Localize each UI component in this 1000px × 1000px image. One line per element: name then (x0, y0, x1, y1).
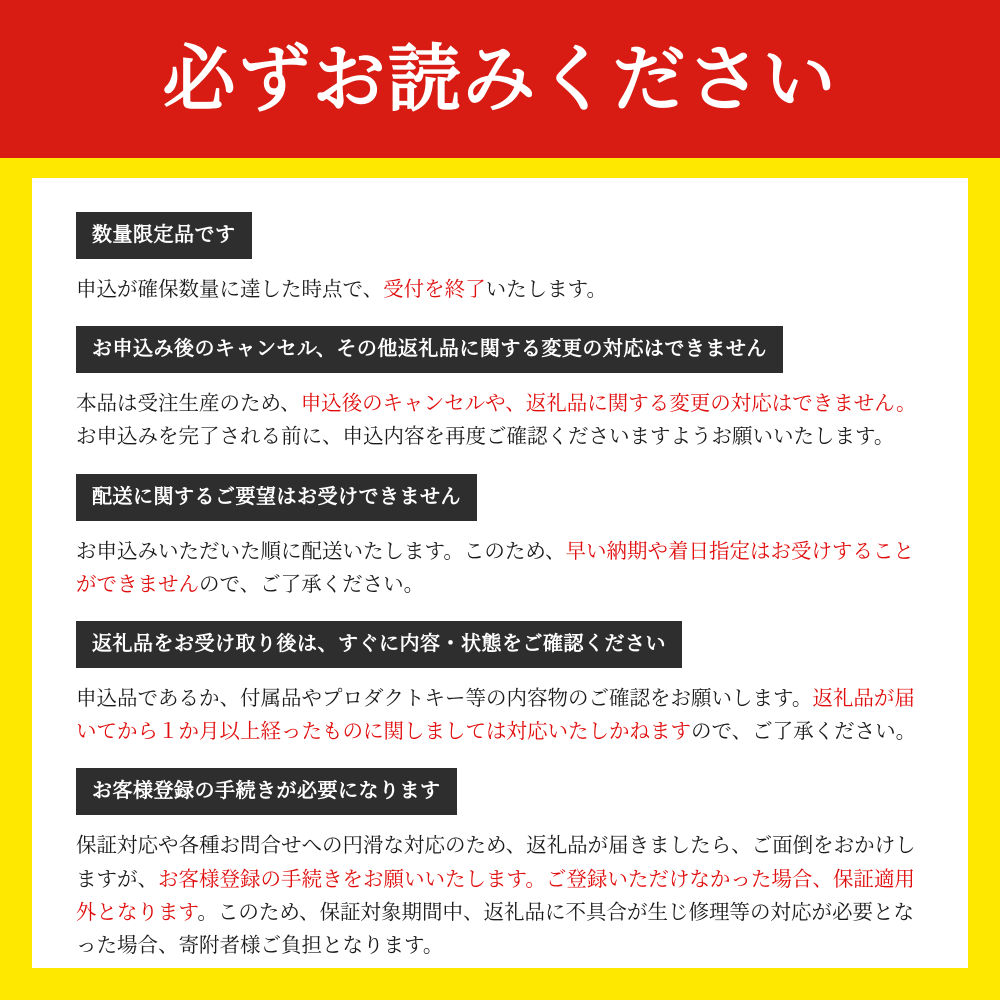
text-run: 。このため、保証対象期間中、返礼品に不具合が生じ修理等の対応が必要となった場合、寄附者様ご負担となります。 (76, 900, 915, 958)
text-run: ので、ご了承ください。 (199, 572, 425, 596)
section-heading-3: 配送に関するご要望はお受けできません (76, 474, 477, 521)
section-heading-4: 返礼品をお受け取り後は、すぐに内容・状態をご確認ください (76, 621, 682, 668)
section-body-4 (76, 682, 924, 748)
notice-section-5 (76, 768, 924, 962)
highlight-run: お客様登録の手続きをお願いいたします。ご登録いただけなかった場合、保証適用外となります (76, 867, 915, 924)
section-heading-2: お申込み後のキャンセル、その他返礼品に関する変更の対応はできません (76, 326, 783, 373)
notice-section-3 (76, 474, 924, 601)
highlight-run: 返礼品が届いてから１か月以上経ったものに関しましては対応いたしかねます (76, 687, 915, 744)
section-body-1 (76, 273, 924, 306)
text-run: 申込が確保数量に達した時点で、 (76, 278, 384, 301)
notice-section-1 (76, 212, 924, 306)
section-body-3 (76, 535, 924, 601)
highlight-run: 受付を終了 (383, 278, 486, 301)
text-run: お申込みいただいた順に配送いたします。このため、 (76, 539, 566, 563)
section-body-2 (76, 387, 924, 453)
text-run: ので、ご了承ください。 (691, 720, 917, 744)
text-run: いたします。 (485, 278, 607, 301)
text-run: 本品は受注生産のため、 (76, 392, 301, 416)
section-heading-1: 数量限定品です (76, 212, 252, 259)
highlight-run: 申込後のキャンセルや、返礼品に関する変更の対応はできません。 (300, 392, 917, 416)
text-run: 申込品であるか、付属品やプロダクトキー等の内容物のご確認をお願いします。 (76, 687, 813, 711)
header-banner (0, 0, 1000, 158)
section-body-5 (76, 829, 924, 962)
notice-section-2 (76, 326, 924, 453)
page-title: 必ずお読みください (162, 38, 838, 120)
text-run: 保証対応や各種お問合せへの円滑な対応のため、返礼品が届きましたら、ご面倒をおかけしますが、 (76, 834, 916, 891)
notice-card (32, 178, 968, 968)
section-heading-5: お客様登録の手続きが必要になります (76, 768, 457, 815)
highlight-run: 早い納期や着日指定はお受けすることができません (76, 539, 915, 596)
notice-section-4 (76, 621, 924, 748)
text-run: お申込みを完了される前に、申込内容を再度ご確認くださいますようお願いいたします。 (76, 425, 895, 449)
